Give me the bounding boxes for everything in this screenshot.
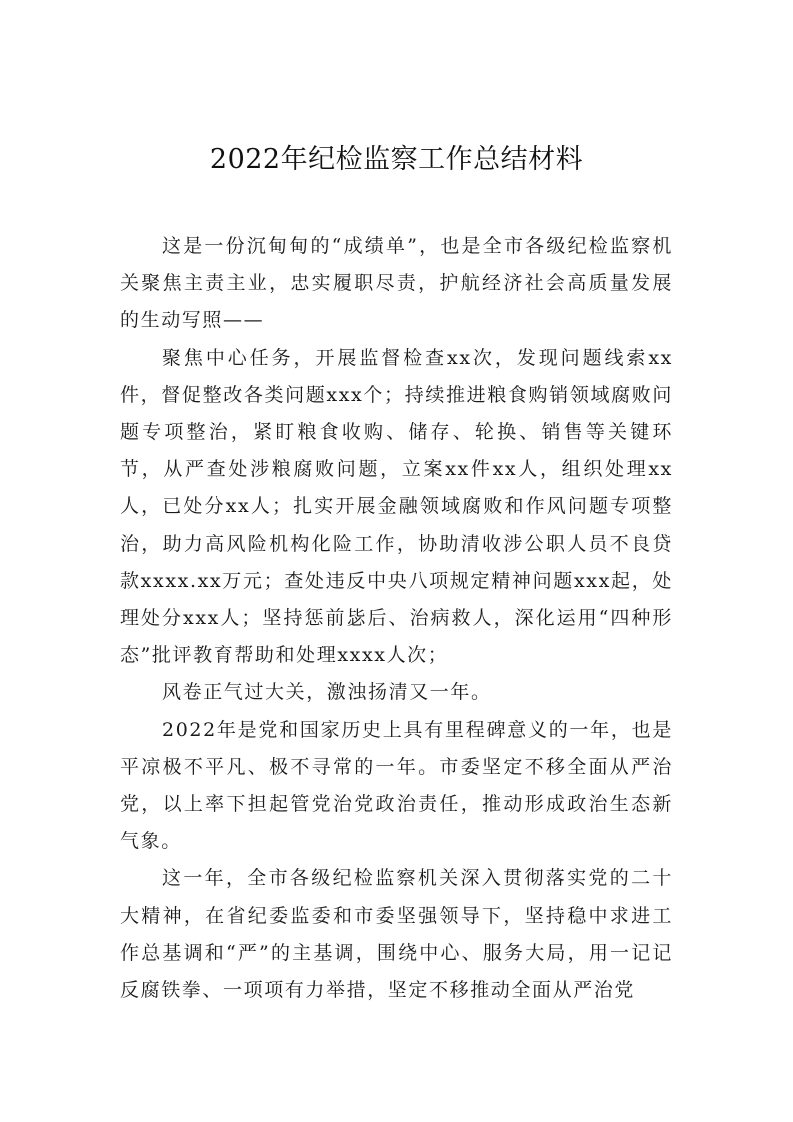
- document-title: 2022年纪检监察工作总结材料: [209, 144, 584, 175]
- paragraph-year-overview: 2022年是党和国家历史上具有里程碑意义的一年，也是平凉极不平凡、极不寻常的一年。市委坚定不移全面从严治党，以上率下担起管党治党政治责任，推动形成政治生态新气象。: [120, 718, 673, 853]
- paragraph-achievements: 聚焦中心任务，开展监督检查xx次，发现问题线索xx件，督促整改各类问题xxx个；持续推进粮食购销领域腐败问题专项整治，紧盯粮食收购、储存、轮换、销售等关键环节，从严查处涉粮腐败问题，立案xx件xx人，组织处理xx人，已处分xx人；扎实开展金融领域腐败和作风问题专项整治，助力高风险机构化险工作，协助清收涉公职人员不良贷款xxxx.xx万元；查处违反中央八项规定精神问题xxx起，处理处分xxx人；坚持惩前毖后、治病救人，深化运用“四种形态”批评教育帮助和处理xxxx人次；: [120, 346, 673, 667]
- paragraph-slogan: 风卷正气过大关，激浊扬清又一年。: [162, 681, 492, 704]
- paragraph-intro: 这是一份沉甸甸的“成绩单”，也是全市各级纪检监察机关聚焦主责主业，忠实履职尽责，护航经济社会高质量发展的生动写照——: [120, 235, 673, 332]
- paragraph-work-summary: 这一年，全市各级纪检监察机关深入贯彻落实党的二十大精神，在省纪委监委和市委坚强领导下，坚持稳中求进工作总基调和“严”的主基调，围绕中心、服务大局，用一记记反腐铁拳、一项项有力举措，坚定不移推动全面从严治党: [120, 867, 673, 1002]
- document-body: [120, 228, 673, 1009]
